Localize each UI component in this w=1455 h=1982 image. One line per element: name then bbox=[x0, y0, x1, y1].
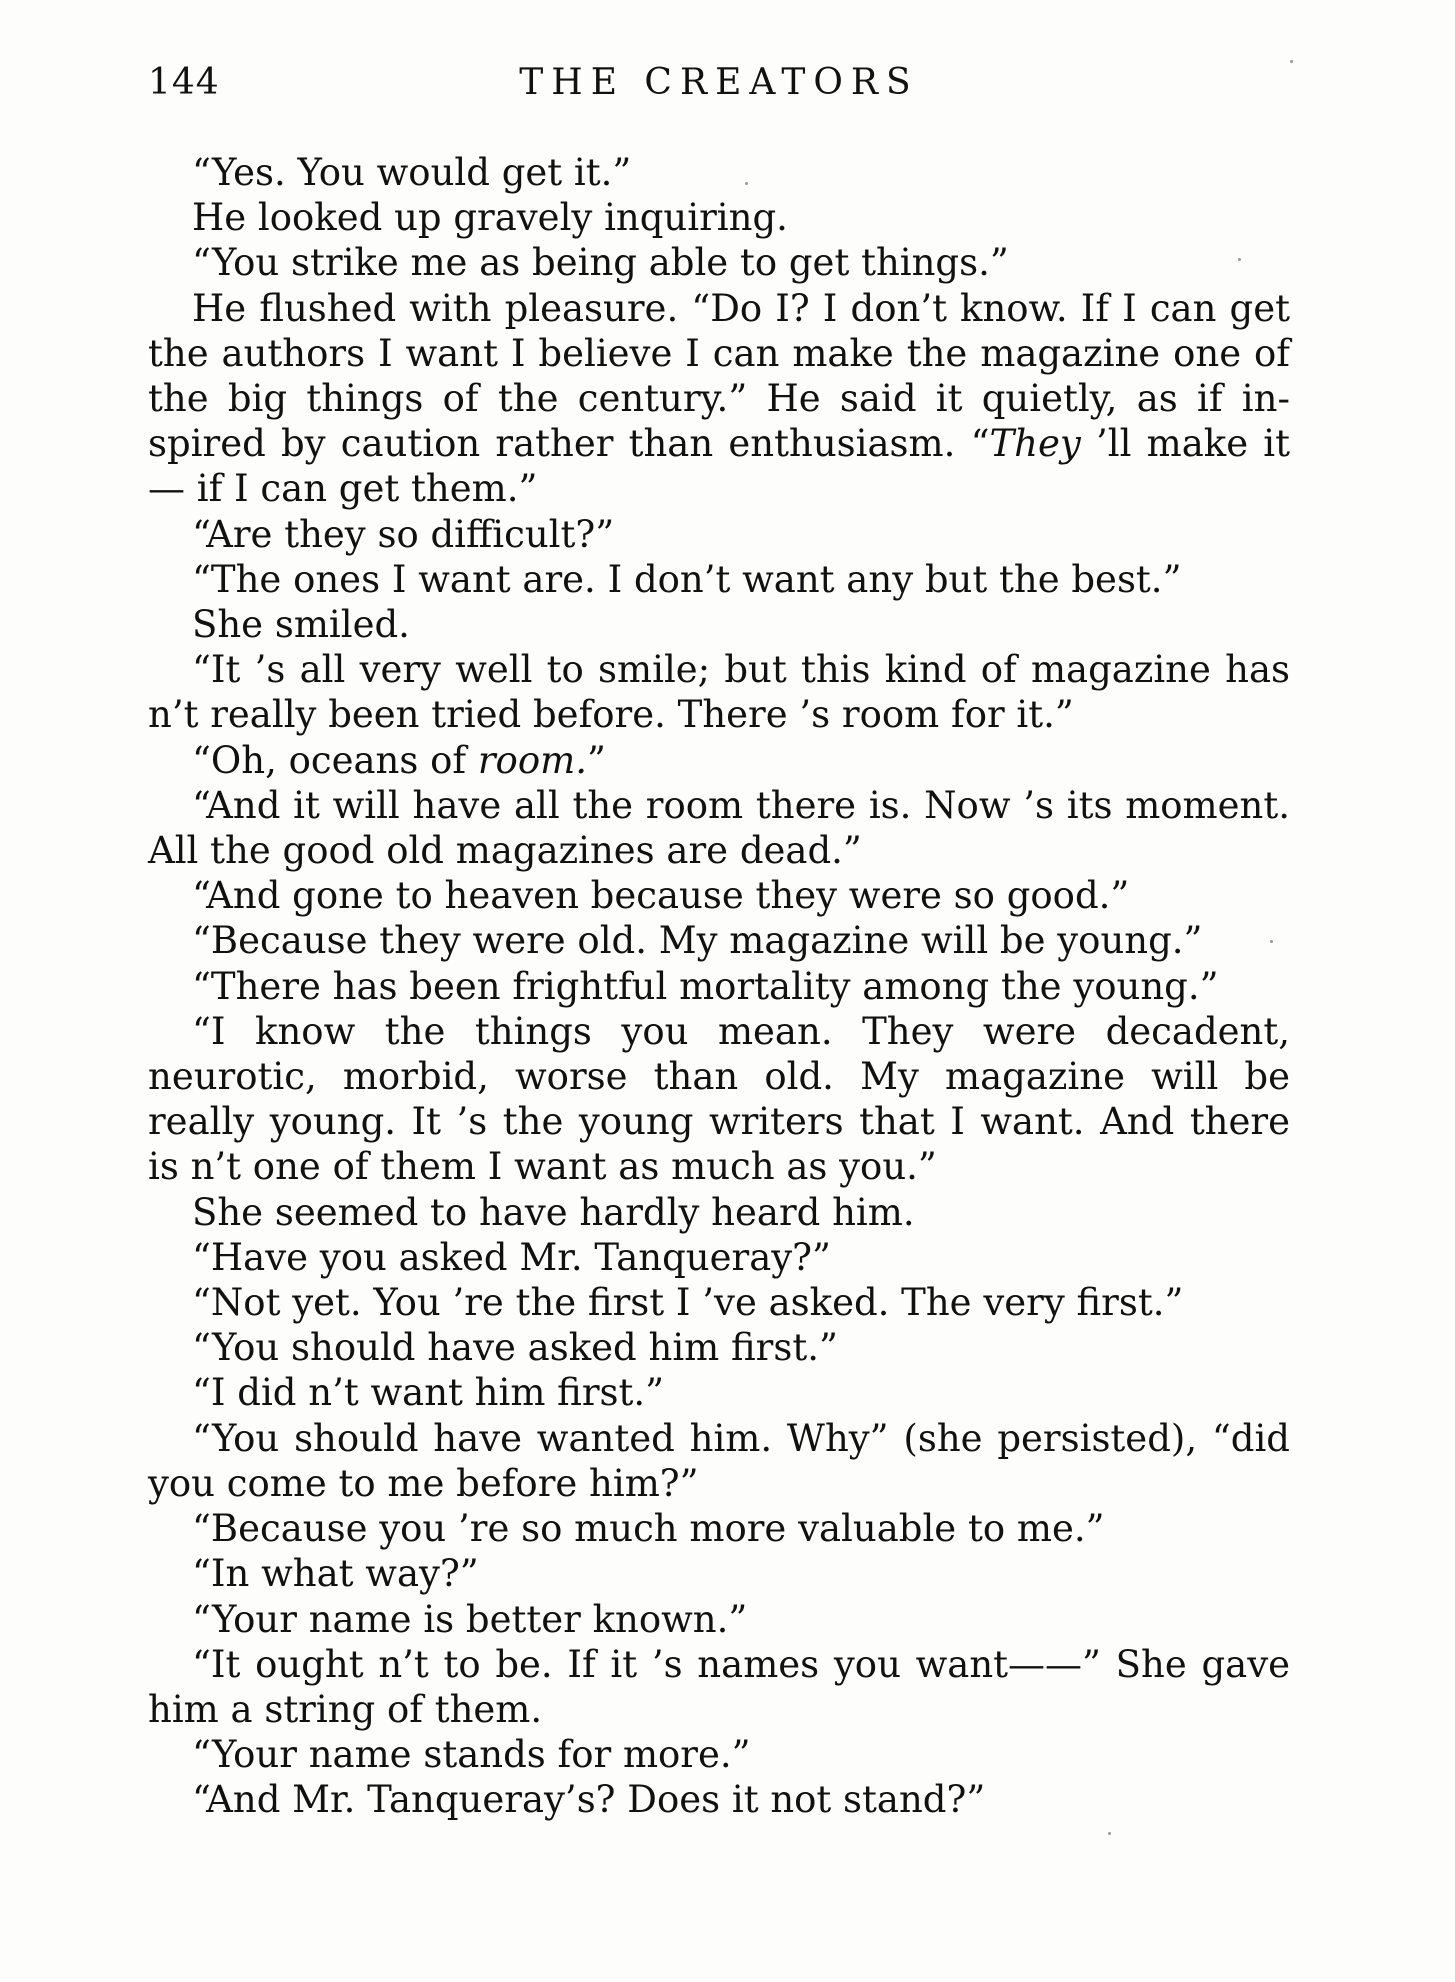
paragraph: “There has been frightful mortality among the young.” bbox=[192, 964, 1219, 1008]
italic-word: room. bbox=[477, 738, 587, 782]
paragraph: “You strike me as being able to get things.” bbox=[192, 241, 1009, 285]
paragraph: She smiled. bbox=[192, 603, 410, 647]
page-header bbox=[148, 62, 1290, 122]
paragraph: “I did n’t want him first.” bbox=[192, 1371, 665, 1415]
paragraph: He looked up gravely inquiring. bbox=[192, 196, 788, 240]
paper-speck bbox=[1290, 60, 1293, 63]
paragraph bbox=[148, 738, 1290, 783]
paragraph: “Your name is better known.” bbox=[192, 1597, 748, 1641]
paragraph: “Not yet. You ’re the first I ’ve asked. The very first.” bbox=[192, 1281, 1184, 1325]
paragraph: “I know the things you mean. They were decadent, neurotic, morbid, worse than old. My magazine will be really young. It ’s the young writers that I want. And there is n’t one of them I want as much as you.” bbox=[148, 1009, 1290, 1189]
body-text bbox=[148, 150, 1290, 1823]
paragraph: “Yes. You would get it.” bbox=[192, 151, 632, 194]
paragraph-text: “Oh, oceans of bbox=[192, 738, 478, 782]
paragraph: “In what way?” bbox=[192, 1552, 479, 1596]
running-title: THE CREATORS bbox=[519, 62, 919, 103]
paragraph: “It ought n’t to be. If it ’s names you want——” She gave him a string of them. bbox=[148, 1642, 1290, 1731]
paragraph: “And Mr. Tanqueray’s? Does it not stand?” bbox=[192, 1778, 986, 1822]
paragraph: “Because they were old. My magazine will be young.” bbox=[192, 919, 1203, 963]
paper-speck bbox=[1238, 258, 1241, 261]
paragraph: “You should have wanted him. Why” (she persisted), “did you come to me before him?” bbox=[148, 1416, 1290, 1505]
paragraph: “Are they so difficult?” bbox=[192, 512, 615, 556]
paper-speck bbox=[1108, 1832, 1111, 1835]
paragraph: “The ones I want are. I don’t want any but the best.” bbox=[192, 557, 1182, 601]
italic-word: They bbox=[989, 422, 1081, 466]
paragraph: “It ’s all very well to smile; but this kind of magazine has n’t really been tried before. There ’s room for it.” bbox=[148, 648, 1290, 737]
paragraph-text: He flushed with pleasure. “Do I? I don’t know. If I can get the authors I want I believe I can make the magazine one of the big things of the century.” He said it quietly, as if inspired by caution rather than enthusiasm. “ bbox=[148, 286, 1290, 466]
paragraph: “And it will have all the room there is. Now ’s its moment. All the good old magazines are dead.” bbox=[148, 783, 1290, 873]
paragraph: “Your name stands for more.” bbox=[192, 1733, 751, 1777]
paragraph-text: ’ll make it — if I can get them.” bbox=[148, 422, 1290, 511]
paragraph: She seemed to have hardly heard him. bbox=[192, 1190, 915, 1234]
paper-speck bbox=[745, 182, 748, 185]
paragraph: “Because you ’re so much more valuable to me.” bbox=[192, 1507, 1105, 1551]
paragraph-text: ” bbox=[586, 738, 606, 782]
paragraph: “You should have asked him first.” bbox=[192, 1326, 838, 1370]
page-number: 144 bbox=[148, 62, 220, 103]
paper-speck bbox=[1270, 940, 1273, 943]
paragraph: “Have you asked Mr. Tanqueray?” bbox=[192, 1235, 831, 1279]
paragraph bbox=[148, 286, 1290, 512]
paragraph: “And gone to heaven because they were so good.” bbox=[192, 874, 1130, 918]
